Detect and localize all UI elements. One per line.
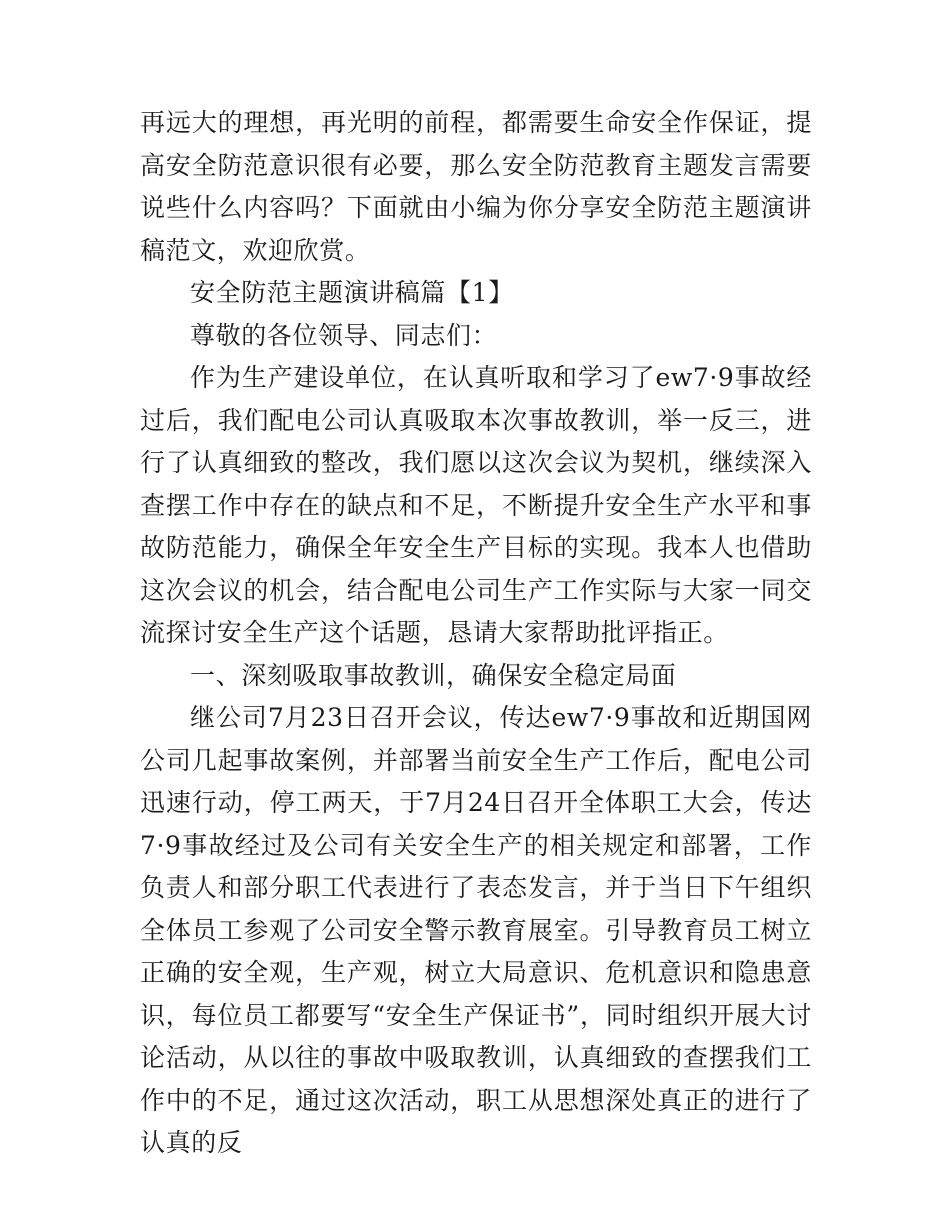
body-paragraph: 继公司7月23日召开会议，传达ew7·9事故和近期国网公司几起事故案例，并部署当前安全生产工作后，配电公司迅速行动，停工两天，于7月24日召开全体职工大会，传达7·9事故经过及公司有关安全生产的相关规定和部署，工作负责人和部分职工代表进行了表态发言，并于当日下午组织全体员工参观了公司安全警示教育展室。引导教育员工树立正确的安全观，生产观，树立大局意识、危机意识和隐患意识，每位员工都要写“安全生产保证书”，同时组织开展大讨论活动，从以往的事故中吸取教训，认真细致的查摆我们工作中的不足，通过这次活动，职工从思想深处真正的进行了认真的反 xyxy=(140,703,812,1157)
salutation: 尊敬的各位领导、同志们： xyxy=(190,320,498,350)
subheading: 一、深刻吸取事故教训，确保安全稳定局面 xyxy=(190,660,677,690)
body-paragraph: 作为生产建设单位，在认真听取和学习了ew7·9事故经过后，我们配电公司认真吸取本次事故教训，举一反三，进行了认真细致的整改，我们愿以这次会议为契机，继续深入查摆工作中存在的缺点和不足，不断提升安全生产水平和事故防范能力，确保全年安全生产目标的实现。我本人也借助这次会议的机会，结合配电公司生产工作实际与大家一同交流探讨安全生产这个话题，恳请大家帮助批评指正。 xyxy=(140,363,812,647)
section-title: 安全防范主题演讲稿篇【1】 xyxy=(190,278,514,307)
document-body xyxy=(140,102,812,1165)
intro-paragraph: 再远大的理想，再光明的前程，都需要生命安全作保证，提高安全防范意识很有必要，那么安全防范教育主题发言需要说些什么内容吗？下面就由小编为你分享安全防范主题演讲稿范文，欢迎欣赏。 xyxy=(140,108,812,265)
